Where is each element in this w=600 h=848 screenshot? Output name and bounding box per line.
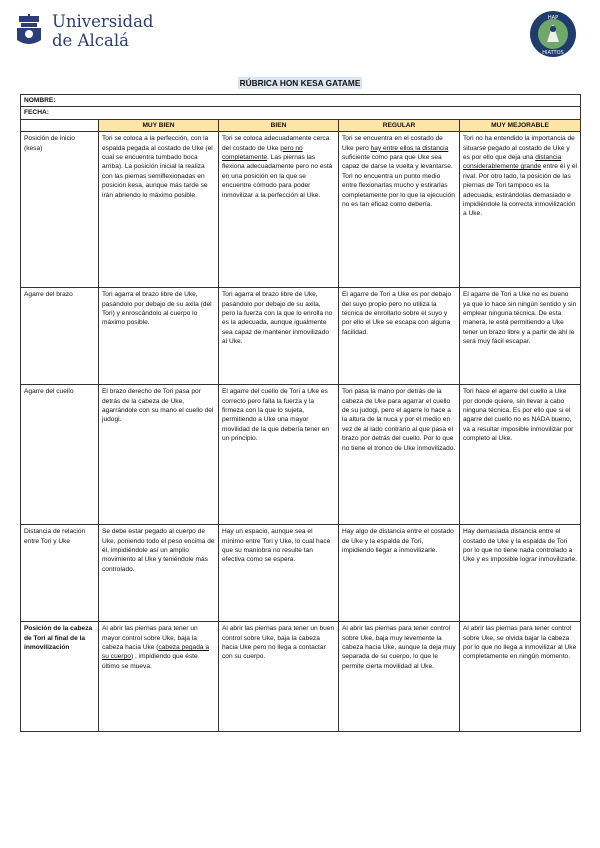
university-name-line2: de Alcalá — [52, 31, 129, 50]
descriptor-cell — [460, 622, 581, 732]
descriptor-underlined-text: hay entre ellos la distancia — [370, 144, 449, 152]
descriptor-text: El agarre de Tori a Uke es por debajo del suyo propio pero no utiliza la técnica de enrollarlo sobre el suyo y por ello el Uke se escapa con alguna facilidad. — [342, 291, 452, 336]
criterion-cell: Agarre del brazo — [21, 288, 99, 385]
descriptor-text: ) , impidiendo que éste último se mueva. — [102, 653, 198, 670]
descriptor-underlined-text: cabeza pegada a su cuerpo — [102, 644, 210, 661]
descriptor-text: Tori agarra el brazo libre de Uke, pasándolo por debajo de su axila, pero la fuerza con la que lo enrolla no es la adecuada, aunque igualmente sea capaz de mantener inmovilizado al Uke. — [222, 291, 333, 346]
descriptor-text: Al abrir las piernas para tener control sobre Uke, baja muy levemente la cabeza hacia Uke, aunque la deja muy separada de su cuerpo, lo que le permite cierta movilidad al Uke. — [342, 625, 456, 670]
descriptor-text: suficiente como para que Uke sea capaz de darse la vuelta y levantarse. Tori no encuentra un punto medio entre flexionarlas mucho y estirarlas completamente por lo que la ejecución no es tan eficaz como debería. — [342, 154, 455, 209]
descriptor-text: Al abrir las piernas para tener control sobre Uke, se olvida bajar la cabeza por lo que no llega a inmovilizar al Uke completamente en ningún momento. — [463, 625, 577, 661]
rubric-row — [21, 288, 581, 385]
descriptor-text: . Las piernas las flexiona adecuadamente pero no está en una posición en la que se encuentre cómodo para poder inmovilizar a la perfección al Uke. — [222, 154, 333, 199]
level-header: MUY MEJORABLE — [460, 119, 581, 131]
rubric-body — [21, 132, 581, 732]
descriptor-text: Tori agarra el brazo libre de Uke, pasándolo por debajo de su axila (del Tori) y enroscándolo al cuerpo lo máximo posible. — [102, 291, 212, 327]
level-header: BIEN — [219, 119, 339, 131]
descriptor-text: Hay un espacio, aunque sea el mínimo entre Tori y Uke, lo cual hace que su maniobra no resulte tan efectiva como se espera. — [222, 528, 331, 564]
descriptor-cell — [460, 525, 581, 622]
university-name — [52, 12, 154, 50]
criterion-cell: Posición de inicio (kesa) — [21, 132, 99, 288]
rubric-row — [21, 622, 581, 732]
rubric-table — [20, 94, 581, 732]
descriptor-text: Al abrir las piernas para tener un buen control sobre Uke, baja la cabeza hacia Uke pero no llega a contactar con su cuerpo. — [222, 625, 335, 661]
club-badge-icon — [529, 10, 577, 58]
descriptor-text: Al abrir las piernas para tener un mayor control sobre Uke, baja la cabeza hacia Uke ( — [102, 625, 198, 652]
descriptor-cell — [339, 525, 460, 622]
descriptor-cell — [339, 132, 460, 288]
descriptor-cell — [99, 385, 219, 525]
descriptor-text: Tori se encuentra en el costado de Uke pero — [342, 135, 443, 152]
descriptor-text: El agarre del cuello de Tori a Uke es correcto pero falla la fuerza y la firmeza con la que lo sujeta, permitiendo a Uke una mayor movilidad de la que debería tener en un principio. — [222, 388, 330, 443]
descriptor-text: Hay demasiada distancia entre el costado de Uke y la espalda de Tori por lo que no tiene nada controlado a Uke y es imposible lograr inmovilizarle. — [463, 528, 577, 564]
descriptor-cell — [99, 525, 219, 622]
descriptor-cell — [99, 288, 219, 385]
descriptor-cell — [219, 288, 339, 385]
descriptor-text: Se debe estar pegado al cuerpo de Uke, poniendo todo el peso encima de él, impidiéndole así un amplio movimiento al Uke y teniéndole más controlado. — [102, 528, 215, 573]
criterion-cell: Distancia de relación entre Tori y Uke — [21, 525, 99, 622]
descriptor-text: entre él y el rival. Por otro lado, la posición de las piernas de Tori tampoco es la adecuada, estirándolas demasiado e impidiéndole la correcta inmovilización a Uke. — [463, 163, 578, 218]
descriptor-underlined-text: distancia considerablemente grande — [463, 154, 562, 171]
date-field[interactable] — [21, 107, 581, 119]
rubric-title-text: RÚBRICA HON KESA GATAME — [239, 78, 361, 88]
name-field[interactable] — [21, 95, 581, 107]
descriptor-cell — [339, 622, 460, 732]
criterion-header — [21, 119, 99, 131]
descriptor-text: Hay algo de distancia entre el costado de Uke y la espalda de Tori, impidiendo llegar a inmovilizarle. — [342, 528, 454, 555]
svg-text:HAP: HAP — [547, 15, 559, 21]
name-row — [21, 95, 581, 107]
descriptor-cell — [219, 622, 339, 732]
rubric-row — [21, 385, 581, 525]
descriptor-cell — [99, 132, 219, 288]
descriptor-text: Tori se coloca adecuadamente cerca del costado de Uke — [222, 135, 330, 152]
descriptor-cell — [460, 132, 581, 288]
descriptor-cell — [219, 525, 339, 622]
descriptor-text: El agarre de Tori a Uke no es bueno ya que lo hace sin ningún sentido y sin emplear ninguna técnica. De esta manera, le está permitiendo a Uke tener un brazo libre y a partir de ahí le será muy fácil escapar. — [463, 291, 577, 346]
descriptor-text: Tori pasa la mano por detrás de la cabeza de Uke para agarrar el cuello de su judogi, pero el agarre lo hace a la altura de la nuca y por el medio en vez de al lado contrario al que pasa el brazo por detrás del cuello. Por lo que no tiene el tronco de Uke inmovilizado. — [342, 388, 456, 452]
descriptor-text: Tori no ha entendido la importancia de situarse pegado al costado de Uke y es por ello que deja una — [463, 135, 575, 162]
university-name-line1: Universidad — [52, 12, 154, 31]
date-row — [21, 107, 581, 119]
levels-header-row — [21, 119, 581, 131]
rubric-row — [21, 132, 581, 288]
date-label: FECHA: — [24, 109, 49, 117]
rubric-title — [0, 78, 600, 88]
document-header — [0, 0, 600, 70]
descriptor-text: Tori hace el agarre del cuello a Uke por donde quiere, sin llevar a cabo ninguna técnica. Es por ello que si el agarre del cuello no es NADA bueno, va a resultar imposible inmovilizar por completo al Uke. — [463, 388, 574, 443]
descriptor-text: El brazo derecho de Tori pasa por detrás de la cabeza de Uke, agarrándole con su mano el cuello del judogi. — [102, 388, 214, 424]
descriptor-cell — [219, 385, 339, 525]
level-header: MUY BIEN — [99, 119, 219, 131]
descriptor-underlined-text: pero no completamente — [222, 144, 303, 162]
rubric-row — [21, 525, 581, 622]
criterion-cell: Posición de la cabeza de Tori al final de la inmovilización — [21, 622, 99, 732]
descriptor-cell — [339, 385, 460, 525]
svg-text:HIATTOS: HIATTOS — [542, 50, 564, 56]
university-crest-icon — [14, 14, 44, 48]
name-label: NOMBRE: — [24, 97, 56, 104]
descriptor-cell — [460, 385, 581, 525]
descriptor-text: Tori se coloca a la perfección, con la espalda pegada al costado de Uke (el cual se encuentra tumbado boca arriba). La posición inicial la realiza con las piernas semiflexionadas en posición kesa, aunque más tarde se irán abriendo lo máximo posible. — [102, 135, 213, 199]
criterion-cell: Agarre del cuello — [21, 385, 99, 525]
level-header: REGULAR — [339, 119, 460, 131]
descriptor-cell — [460, 288, 581, 385]
descriptor-cell — [219, 132, 339, 288]
descriptor-cell — [99, 622, 219, 732]
descriptor-cell — [339, 288, 460, 385]
